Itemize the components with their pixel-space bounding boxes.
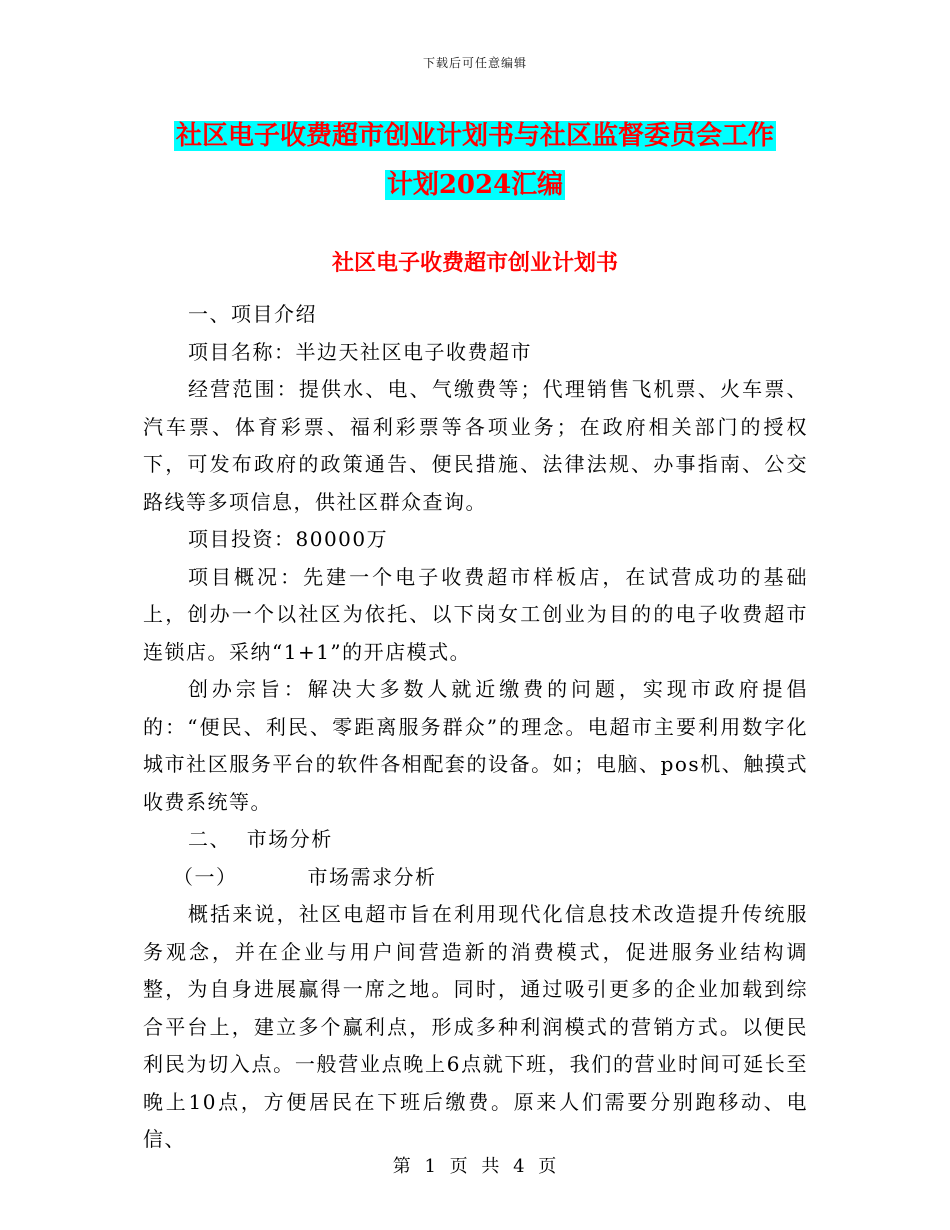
document-title-line-2: 计划2024汇编 xyxy=(386,170,564,200)
paragraph-purpose: 创办宗旨：解决大多数人就近缴费的问题，实现市政府提倡的：“便民、利民、零距离服务群众”的理念。电超市主要利用数字化城市社区服务平台的软件各相配套的设备。如；电脑、pos机、触摸式收费系统等。 xyxy=(143,677,808,814)
paragraph-overview: 项目概况：先建一个电子收费超市样板店，在试营成功的基础上，创办一个以社区为依托、以下岗女工创业为目的的电子收费超市连锁店。采纳“1+1”的开店模式。 xyxy=(143,564,808,664)
page-footer: 第 1 页 共 4 页 xyxy=(392,1156,558,1177)
heading-project-intro: 一、项目介绍 xyxy=(188,302,317,326)
paragraph-project-name: 项目名称：半边天社区电子收费超市 xyxy=(188,339,532,364)
paragraph-business-scope: 经营范围：提供水、电、气缴费等；代理销售飞机票、火车票、汽车票、体育彩票、福利彩票等各项业务；在政府相关部门的授权下，可发布政府的政策通告、便民措施、法律法规、办事指南、公交路线等多项信息，供社区群众查询。 xyxy=(143,377,808,514)
subheading-text: 市场需求分析 xyxy=(307,864,437,889)
paragraph-investment: 项目投资：80000万 xyxy=(188,527,389,551)
page-header: 下载后可任意编辑 xyxy=(422,56,527,70)
paragraph-market-demand: 概括来说，社区电超市旨在利用现代化信息技术改造提升传统服务观念，并在企业与用户间营造新的消费模式，促进服务业结构调整，为自身进展赢得一席之地。同时，通过吸引更多的企业加载到综合平台上，建立多个赢利点，形成多种利润模式的营销方式。以便民利民为切入点。一般营业点晚上6点就下班，我们的营业时间可延长至晚上10点，方便居民在下班后缴费。原来人们需要分别跑移动、电信、 xyxy=(143,902,808,1151)
section-title: 社区电子收费超市创业计划书 xyxy=(331,250,618,276)
document-title xyxy=(140,112,810,210)
document-title-line-1: 社区电子收费超市创业计划书与社区监督委员会工作 xyxy=(175,121,774,151)
heading-market-analysis: 二、 市场分析 xyxy=(188,827,333,851)
subheading-market-demand xyxy=(143,859,808,897)
subheading-number: （一） xyxy=(173,864,238,889)
document-body xyxy=(143,296,808,1159)
